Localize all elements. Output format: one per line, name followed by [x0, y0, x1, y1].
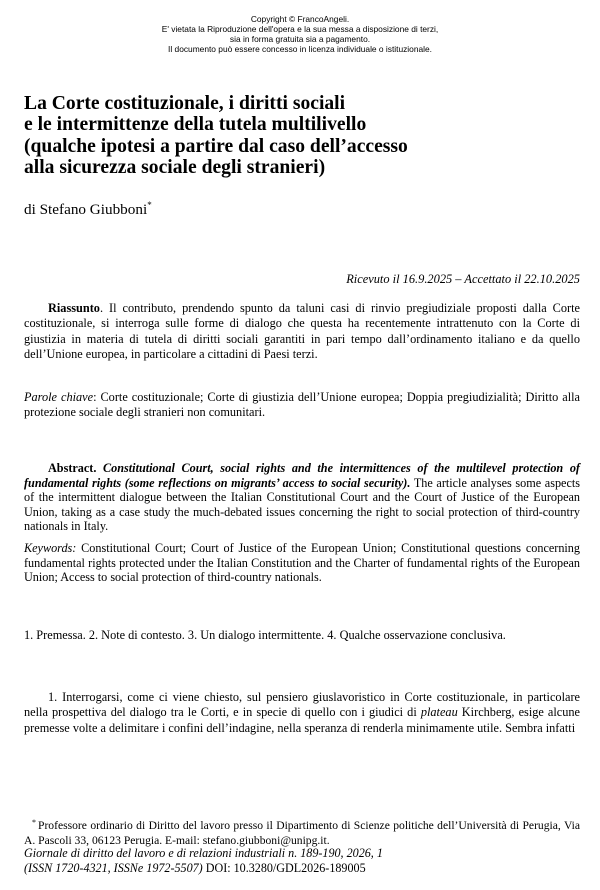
footnote [24, 818, 580, 848]
copyright-notice [0, 14, 600, 54]
author-line [24, 201, 152, 219]
body-text: 1. Interrogarsi, come ci viene chiesto, sul pensiero giuslavoristico in Corte costituzionale, in particolare nella prospettiva del dialogo tra le Corti, e in specie di quello con i giudici di [24, 690, 580, 720]
abstract-label: Abstract. [48, 461, 97, 475]
journal-citation [24, 846, 580, 875]
abstract-paragraph [24, 461, 580, 534]
abstract-text: The article analyses some aspects of the intermittent dialogue between the Italian Constitutional Court and the Court of Justice of the European Union, taking as a case study the much-debated issues concerning the right to social protection of third-country nationals in Italy. [24, 475, 580, 534]
parole-chiave-label: Parole chiave [24, 390, 94, 404]
abstract-title: Constitutional Court, social rights and the intermittences of the multilevel protection of fundamental rights (some reflections on migrants’ access to social security). [24, 461, 580, 490]
journal-doi: DOI: 10.3280/GDL2026-189005 [202, 860, 366, 875]
journal-issn: (ISSN 1720-4321, ISSNe 1972-5507) [24, 860, 203, 875]
section-summary: 1. Premessa. 2. Note di contesto. 3. Un dialogo intermittente. 4. Qualche osservazione conclusiva. [24, 628, 506, 642]
author-name: di Stefano Giubboni [24, 201, 148, 218]
copyright-line: E' vietata la Riproduzione dell'opera e la sua messa a disposizione di terzi, [161, 24, 439, 34]
article-title [24, 93, 580, 178]
keywords-label: Keywords: [24, 541, 77, 555]
author-footnote-mark: * [147, 200, 152, 210]
keywords-text: Constitutional Court; Court of Justice of the European Union; Constitutional questions concerning fundamental rights protected under the Italian Constitution and the Charter of fundamental rights of the European Union; Access to social protection of third-country nationals. [24, 541, 580, 585]
riassunto-text: . Il contributo, prendendo spunto da taluni casi di rinvio pregiudiziale proposti dalla Corte costituzionale, si interroga sulle forme di dialogo che questa ha recentemente intrattenuto con la Corte di giustizia in materia di tutela di diritti sociali garantiti in pari tempo dall’ordinamento italiano e da quello dell’Unione europea, in particolare a cittadini di Paesi terzi. [24, 301, 580, 362]
copyright-line: Copyright © FrancoAngeli. [250, 14, 350, 24]
parole-chiave-paragraph [24, 390, 580, 421]
copyright-line: sia in forma gratuita sia a pagamento. [229, 34, 371, 44]
riassunto-paragraph [24, 301, 580, 363]
title-line: (qualche ipotesi a partire dal caso dell’accesso [24, 135, 408, 157]
body-italic-term: plateau [420, 705, 458, 720]
body-text-continued: Kirchberg, esige alcune premesse volte a delimitare i confini dell’indagine, nella speranza di renderla minimamente utile. Sembra infatti [24, 705, 581, 735]
keywords-paragraph [24, 541, 580, 585]
title-line: alla sicurezza sociale degli stranieri) [24, 156, 326, 178]
footnote-mark: * [32, 818, 36, 827]
title-line: e le intermittenze della tutela multilivello [24, 114, 367, 136]
title-line: La Corte costituzionale, i diritti sociali [24, 93, 346, 114]
footnote-text: Professore ordinario di Diritto del lavoro presso il Dipartimento di Scienze politiche dell’Università di Perugia, Via A. Pascoli 33, 06123 Perugia. E-mail: stefano.giubboni@unipg.it. [24, 819, 580, 847]
copyright-line: Il documento può essere concesso in licenza individuale o istituzionale. [168, 44, 432, 54]
body-paragraph [24, 690, 580, 736]
riassunto-label: Riassunto [48, 301, 100, 315]
received-date: Ricevuto il 16.9.2025 – Accettato il 22.10.2025 [346, 272, 580, 286]
journal-name: Giornale di diritto del lavoro e di relazioni industriali n. 189-190, 2026, 1 [24, 846, 383, 860]
parole-chiave-text: : Corte costituzionale; Corte di giustizia dell’Unione europea; Doppia pregiudizialità; Diritto alla protezione sociale degli stranieri non comunitari. [24, 390, 580, 420]
